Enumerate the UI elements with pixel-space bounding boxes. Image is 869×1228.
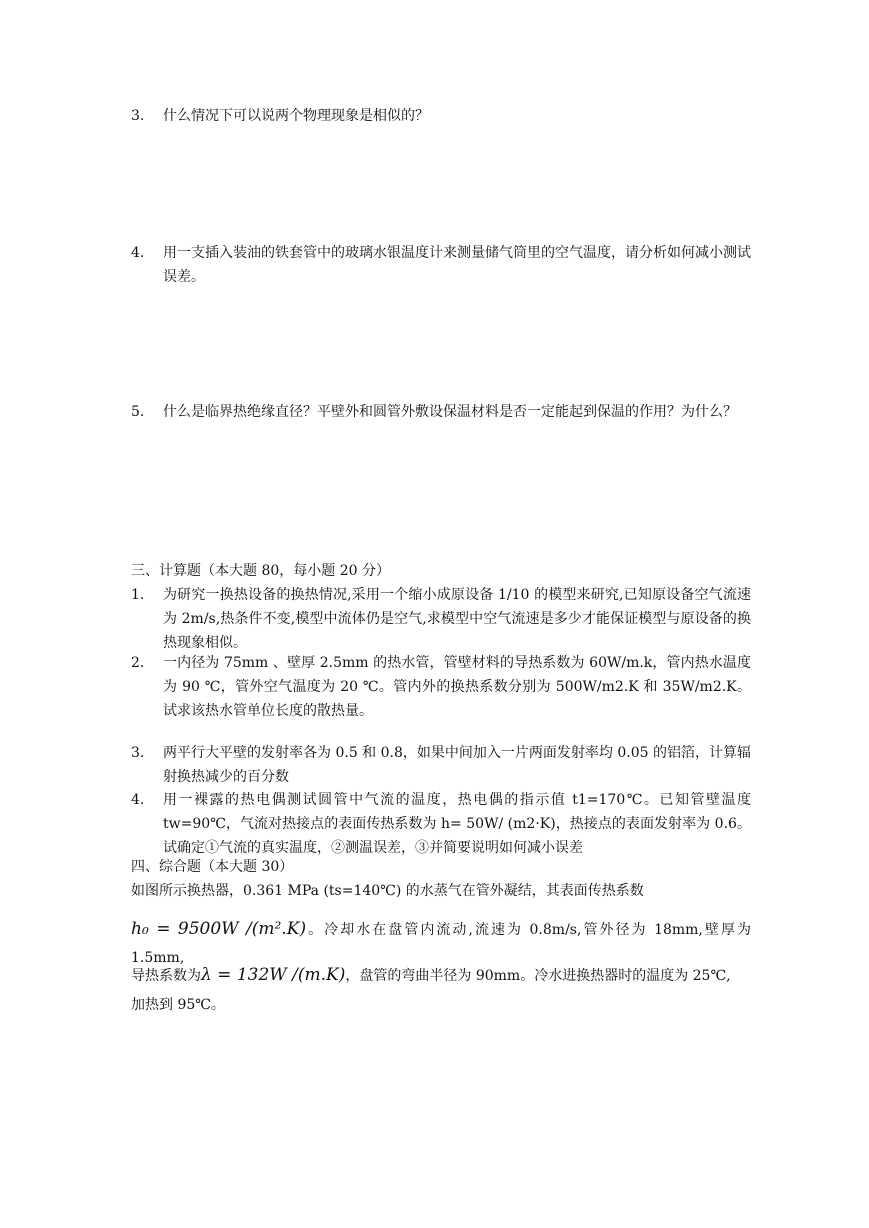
question-number: 5.: [131, 404, 145, 420]
question-number: 4.: [131, 245, 145, 261]
formula-lambda: λ = 132W /(m.K): [201, 965, 346, 985]
question-text: 为研究一换热设备的换热情况,采用一个缩小成原设备 1/10 的模型来研究,已知原设备空气流速为 2m/s,热条件不变,模型中流体仍是空气,求模型中空气流速是多少才能保证模型与原设备的换热现象相似。: [163, 587, 751, 651]
question-5: [131, 400, 751, 424]
calc-question-3: [131, 741, 751, 789]
line-3-post: ，盘管的弯曲半径为 90mm。冷水进换热器时的温度为 25℃,: [345, 968, 731, 984]
question-text: 什么是临界热绝缘直径？平壁外和圆管外敷设保温材料是否一定能起到保温的作用？为什么？: [163, 404, 737, 420]
calc-question-4: [131, 788, 751, 860]
question-text: 用一支插入装油的铁套管中的玻璃水银温度计来测量储气筒里的空气温度，请分析如何减小测试误差。: [163, 245, 751, 285]
question-number: 1.: [131, 587, 145, 603]
section-4-title: 四、综合题（本大题 30）: [131, 859, 294, 875]
section-3-title: 三、计算题（本大题 80，每小题 20 分）: [131, 563, 390, 579]
question-text: 用一裸露的热电偶测试圆管中气流的温度，热电偶的指示值 t1=170℃。已知管壁温度 tw=90℃，气流对热接点的表面传热系数为 h= 50W/ (m2·K)，热接点的表面发射率为 0.6。试确定①气流的真实温度，②测温误差，③并简要说明如何减小误差: [163, 792, 751, 856]
calc-question-1: [131, 583, 751, 655]
comprehensive-line-4: 加热到 95℃。: [131, 997, 225, 1013]
question-number: 4.: [131, 792, 145, 808]
question-text: 两平行大平壁的发射率各为 0.5 和 0.8，如果中间加入一片两面发射率均 0.05 的铝箔，计算辐射换热减少的百分数: [163, 745, 751, 785]
question-text: 什么情况下可以说两个物理现象是相似的？: [163, 108, 429, 124]
formula-h0: h₀ = 9500W /(m².K): [131, 919, 307, 939]
comprehensive-line-3: [131, 961, 751, 990]
question-text: 一内径为 75mm 、壁厚 2.5mm 的热水管，管壁材料的导热系数为 60W/m.k，管内热水温度为 90 ℃，管外空气温度为 20 ℃。管内外的换热系数分别为 500W/m2.K 和 35W/m2.K。试求该热水管单位长度的散热量。: [163, 655, 751, 719]
question-number: 2.: [131, 655, 145, 671]
question-3: [131, 104, 751, 128]
question-4: [131, 241, 751, 289]
calc-question-2: [131, 651, 751, 723]
line-3-pre: 导热系数为: [131, 968, 201, 984]
line-2-text: 。冷却水在盘管内流动,流速为 0.8m/s,管外径为 18mm,壁厚为 1.5mm,: [131, 922, 751, 966]
question-number: 3.: [131, 108, 145, 124]
question-number: 3.: [131, 745, 145, 761]
comprehensive-line-1: 如图所示换热器，0.361 MPa (ts=140℃) 的水蒸气在管外凝结，其表面传热系数: [131, 883, 644, 899]
